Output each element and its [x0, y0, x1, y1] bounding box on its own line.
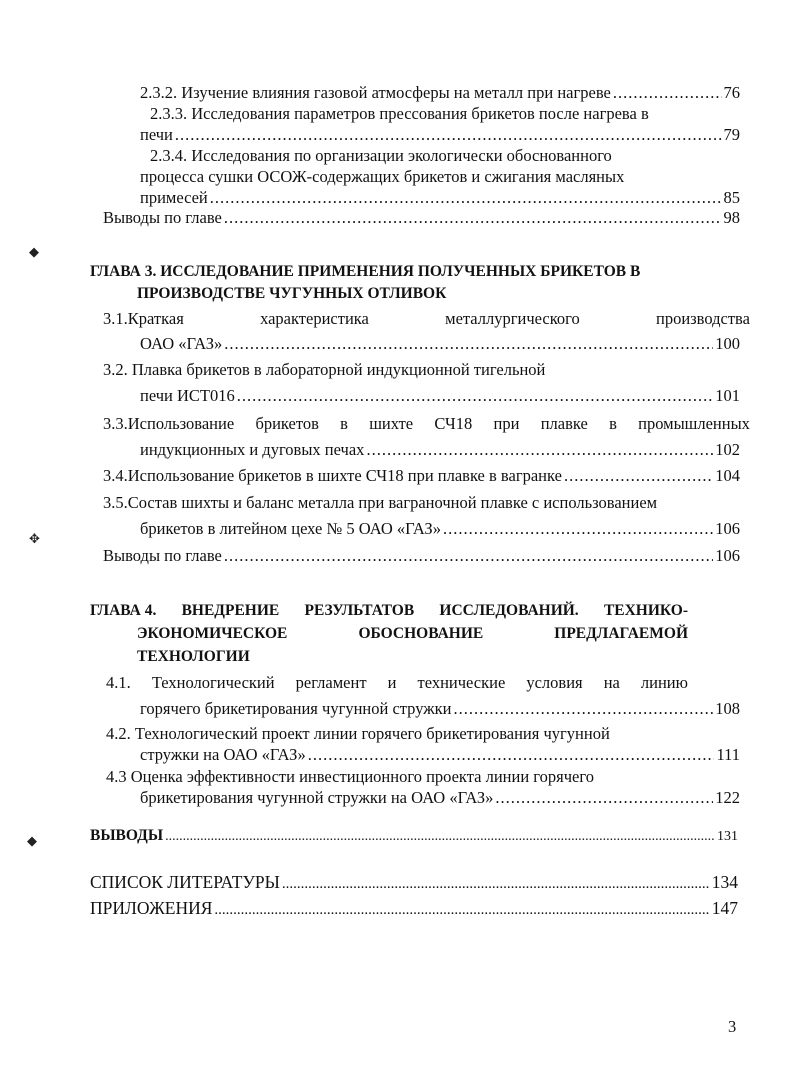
toc-entry-label: СПИСОК ЛИТЕРАТУРЫ	[90, 872, 280, 892]
toc-entry-label: примесей	[140, 188, 208, 207]
toc-entry-4-3[interactable]	[140, 787, 740, 808]
toc-page-number: 104	[715, 466, 740, 485]
toc-entry-references[interactable]	[90, 872, 738, 895]
toc-entry-3-5[interactable]	[140, 518, 740, 539]
toc-entry-appendices[interactable]	[90, 898, 738, 921]
toc-entry-label: Выводы по главе	[103, 208, 222, 227]
toc-entry-3-3-line1: 3.3.Использование брикетов в шихте СЧ18 при плавке в промышленных	[103, 414, 750, 433]
toc-entry-2-3-3-line1: 2.3.3. Исследования параметров прессования брикетов после нагрева в	[150, 104, 649, 123]
toc-entry-chapter3-conclusions[interactable]	[103, 545, 740, 566]
toc-entry-3-1[interactable]	[140, 333, 740, 354]
toc-page-number: 101	[715, 386, 740, 405]
toc-entry-chapter2-conclusions[interactable]	[103, 207, 740, 228]
chapter-4-title-line2: ЭКОНОМИЧЕСКОЕ ОБОСНОВАНИЕ ПРЕДЛАГАЕМОЙ	[137, 625, 688, 642]
toc-page-number: 131	[717, 829, 738, 844]
toc-page-number: 106	[715, 519, 740, 538]
toc-entry-conclusions[interactable]	[90, 825, 738, 847]
toc-entry-3-5-line1: 3.5.Состав шихты и баланс металла при ваграночной плавке с использованием	[103, 493, 658, 512]
toc-page-number: 98	[723, 208, 740, 227]
scan-mark: ◆	[27, 833, 37, 848]
toc-entry-label: печи	[140, 125, 173, 144]
toc-entry-3-4[interactable]	[103, 465, 740, 486]
toc-page-number: 147	[711, 898, 738, 918]
leader-dots	[224, 545, 713, 566]
leader-dots	[282, 874, 710, 895]
toc-entry-4-3-line1: 4.3 Оценка эффективности инвестиционного проекта линии горячего	[106, 767, 594, 786]
toc-page-number: 76	[723, 83, 740, 102]
leader-dots	[443, 518, 713, 539]
chapter-4-title: ГЛАВА 4. ВНЕДРЕНИЕ РЕЗУЛЬТАТОВ ИССЛЕДОВАНИЙ. ТЕХНИКО-	[90, 602, 688, 619]
toc-entry-label: Выводы по главе	[103, 546, 222, 565]
toc-entry-label: индукционных и дуговых печах	[140, 440, 365, 459]
chapter-4-title-line3: ТЕХНОЛОГИИ	[137, 648, 250, 665]
leader-dots	[237, 385, 714, 406]
leader-dots	[366, 439, 713, 460]
leader-dots	[210, 187, 722, 208]
toc-entry-2-3-4-line1: 2.3.4. Исследования по организации экологически обоснованного	[150, 146, 612, 165]
toc-entry-2-3-2[interactable]	[140, 82, 740, 103]
chapter-3-title: ГЛАВА 3. ИССЛЕДОВАНИЕ ПРИМЕНЕНИЯ ПОЛУЧЕННЫХ БРИКЕТОВ В	[90, 263, 641, 280]
leader-dots	[175, 124, 722, 145]
leader-dots	[214, 900, 709, 921]
toc-entry-4-1[interactable]	[140, 698, 740, 719]
toc-entry-2-3-3[interactable]	[140, 124, 740, 145]
toc-page-number: 106	[715, 546, 740, 565]
leader-dots	[308, 744, 715, 765]
toc-entry-label: стружки на ОАО «ГАЗ»	[140, 745, 306, 764]
toc-entry-4-2[interactable]	[140, 744, 740, 765]
toc-page-number: 102	[715, 440, 740, 459]
leader-dots	[165, 826, 715, 847]
leader-dots	[454, 698, 714, 719]
leader-dots	[495, 787, 713, 808]
leader-dots	[224, 333, 713, 354]
toc-entry-label: брикетов в литейном цехе № 5 ОАО «ГАЗ»	[140, 519, 441, 538]
toc-entry-label: горячего брикетирования чугунной стружки	[140, 699, 452, 718]
toc-page-number: 85	[723, 188, 740, 207]
toc-entry-3-2-line1: 3.2. Плавка брикетов в лабораторной индукционной тигельной	[103, 360, 546, 379]
toc-entry-label: печи ИСТ016	[140, 386, 235, 405]
scan-mark: ✥	[29, 531, 40, 546]
leader-dots	[224, 207, 722, 228]
toc-entry-3-2[interactable]	[140, 385, 740, 406]
toc-entry-label: ПРИЛОЖЕНИЯ	[90, 898, 213, 918]
toc-entry-label: 2.3.2. Изучение влияния газовой атмосферы на металл при нагреве	[140, 83, 611, 102]
leader-dots	[564, 465, 713, 486]
toc-entry-3-3[interactable]	[140, 439, 740, 460]
page-number: 3	[728, 1017, 737, 1036]
toc-page-number: 108	[715, 699, 740, 718]
toc-entry-label: 3.4.Использование брикетов в шихте СЧ18 при плавке в вагранке	[103, 466, 562, 485]
toc-entry-3-1-line1: 3.1.Краткая характеристика металлургического производства	[103, 309, 750, 328]
scan-mark: ◆	[29, 244, 39, 259]
toc-entry-label: брикетирования чугунной стружки на ОАО «ГАЗ»	[140, 788, 494, 807]
toc-entry-2-3-4[interactable]	[140, 187, 740, 208]
leader-dots	[613, 82, 722, 103]
toc-page-number: 111	[716, 745, 740, 764]
toc-entry-label: ВЫВОДЫ	[90, 827, 164, 844]
toc-page-number: 79	[723, 125, 740, 144]
toc-entry-4-1-line1: 4.1. Технологический регламент и технические условия на линию	[106, 673, 688, 692]
toc-entry-2-3-4-line2: процесса сушки ОСОЖ-содержащих брикетов и сжигания масляных	[140, 167, 625, 186]
toc-page-number: 134	[711, 872, 738, 892]
toc-page-number: 122	[715, 788, 740, 807]
toc-entry-label: ОАО «ГАЗ»	[140, 334, 223, 353]
chapter-3-title-line2: ПРОИЗВОДСТВЕ ЧУГУННЫХ ОТЛИВОК	[137, 285, 447, 302]
toc-entry-4-2-line1: 4.2. Технологический проект линии горячего брикетирования чугунной	[106, 724, 610, 743]
toc-page-number: 100	[715, 334, 740, 353]
